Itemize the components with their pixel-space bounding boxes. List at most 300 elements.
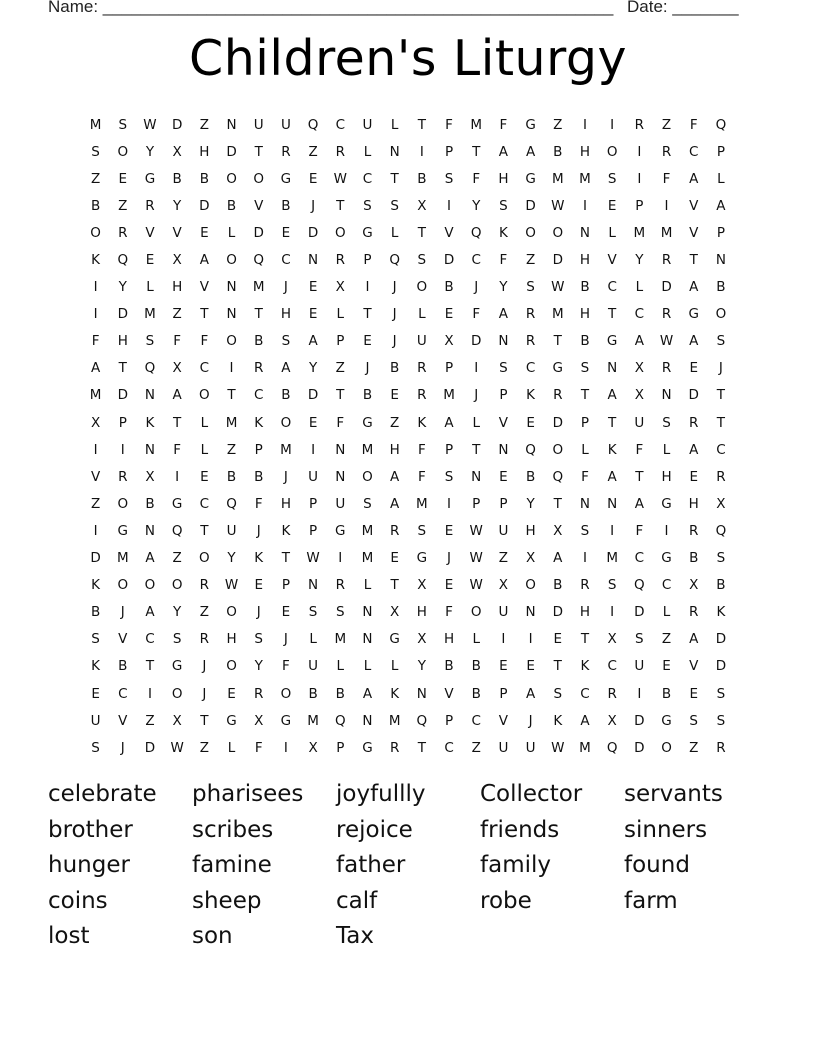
grid-letter[interactable]: H bbox=[525, 522, 536, 539]
grid-letter[interactable]: P bbox=[281, 577, 290, 594]
grid-letter[interactable]: G bbox=[226, 712, 237, 729]
grid-letter[interactable]: X bbox=[172, 712, 182, 729]
grid-letter[interactable]: K bbox=[390, 685, 400, 702]
grid-letter[interactable]: N bbox=[579, 495, 591, 512]
grid-letter[interactable]: L bbox=[608, 224, 616, 241]
grid-letter[interactable]: M bbox=[144, 306, 156, 323]
grid-letter[interactable]: L bbox=[472, 414, 480, 431]
grid-letter[interactable]: F bbox=[689, 116, 698, 133]
grid-letter[interactable]: B bbox=[661, 685, 672, 702]
grid-letter[interactable]: L bbox=[200, 441, 209, 458]
grid-letter[interactable]: N bbox=[607, 495, 618, 512]
grid-letter[interactable]: M bbox=[89, 387, 102, 404]
grid-letter[interactable]: B bbox=[281, 387, 291, 404]
grid-letter[interactable]: R bbox=[335, 143, 345, 160]
grid-letter[interactable]: K bbox=[716, 604, 726, 621]
grid-letter[interactable]: I bbox=[311, 441, 316, 458]
grid-letter[interactable]: A bbox=[525, 143, 536, 160]
grid-letter[interactable]: N bbox=[226, 116, 237, 133]
grid-letter[interactable]: H bbox=[117, 333, 128, 350]
grid-letter[interactable]: G bbox=[171, 495, 183, 512]
grid-letter[interactable]: L bbox=[200, 414, 209, 431]
grid-letter[interactable]: D bbox=[634, 739, 645, 756]
grid-letter[interactable]: C bbox=[199, 495, 210, 512]
grid-letter[interactable]: P bbox=[336, 333, 345, 350]
grid-letter[interactable]: E bbox=[444, 522, 454, 539]
grid-letter[interactable]: I bbox=[93, 522, 98, 539]
grid-letter[interactable]: O bbox=[552, 224, 564, 241]
grid-letter[interactable]: R bbox=[689, 604, 699, 621]
grid-letter[interactable]: B bbox=[118, 658, 128, 675]
grid-letter[interactable]: E bbox=[308, 279, 318, 296]
grid-letter[interactable]: L bbox=[390, 658, 399, 675]
grid-letter[interactable]: S bbox=[417, 252, 427, 269]
grid-letter[interactable]: I bbox=[474, 360, 479, 377]
grid-letter[interactable]: T bbox=[580, 387, 590, 404]
grid-letter[interactable]: G bbox=[280, 170, 292, 187]
grid-letter[interactable]: G bbox=[661, 550, 672, 567]
grid-letter[interactable]: B bbox=[553, 577, 563, 594]
grid-letter[interactable]: T bbox=[254, 306, 263, 323]
grid-letter[interactable]: M bbox=[470, 116, 483, 133]
grid-letter[interactable]: M bbox=[89, 116, 102, 133]
grid-letter[interactable]: R bbox=[580, 577, 590, 594]
grid-letter[interactable]: S bbox=[716, 550, 726, 567]
grid-letter[interactable]: A bbox=[580, 712, 590, 729]
grid-letter[interactable]: M bbox=[443, 387, 455, 404]
grid-letter[interactable]: Y bbox=[308, 360, 318, 377]
grid-letter[interactable]: H bbox=[579, 604, 591, 621]
grid-letter[interactable]: I bbox=[610, 116, 615, 133]
grid-letter[interactable]: E bbox=[200, 468, 209, 485]
grid-letter[interactable]: R bbox=[199, 631, 210, 648]
grid-letter[interactable]: F bbox=[200, 333, 209, 350]
grid-letter[interactable]: H bbox=[688, 495, 699, 512]
grid-letter[interactable]: C bbox=[607, 658, 617, 675]
grid-letter[interactable]: H bbox=[280, 306, 291, 323]
grid-letter[interactable]: X bbox=[335, 279, 345, 296]
grid-letter[interactable]: U bbox=[634, 658, 645, 675]
grid-letter[interactable]: T bbox=[227, 387, 236, 404]
grid-letter[interactable]: E bbox=[553, 631, 563, 648]
grid-letter[interactable]: J bbox=[283, 279, 288, 296]
grid-letter[interactable]: Q bbox=[389, 252, 400, 269]
grid-letter[interactable]: B bbox=[226, 468, 237, 485]
grid-letter[interactable]: U bbox=[226, 522, 237, 539]
grid-letter[interactable]: G bbox=[606, 333, 618, 350]
grid-letter[interactable]: A bbox=[90, 360, 101, 377]
grid-letter[interactable]: O bbox=[661, 739, 672, 756]
grid-letter[interactable]: L bbox=[418, 306, 426, 323]
grid-letter[interactable]: G bbox=[171, 658, 183, 675]
grid-letter[interactable]: A bbox=[498, 143, 509, 160]
grid-letter[interactable]: A bbox=[634, 333, 644, 350]
grid-letter[interactable]: O bbox=[117, 577, 129, 594]
grid-letter[interactable]: S bbox=[254, 631, 263, 648]
grid-letter[interactable]: D bbox=[226, 143, 237, 160]
grid-letter[interactable]: Z bbox=[118, 197, 128, 214]
grid-letter[interactable]: T bbox=[472, 441, 481, 458]
grid-letter[interactable]: F bbox=[417, 441, 426, 458]
grid-letter[interactable]: Z bbox=[172, 306, 182, 323]
grid-letter[interactable]: D bbox=[525, 197, 536, 214]
grid-letter[interactable]: M bbox=[416, 495, 428, 512]
grid-letter[interactable]: T bbox=[553, 333, 562, 350]
grid-letter[interactable]: R bbox=[118, 224, 128, 241]
grid-letter[interactable]: Y bbox=[635, 252, 644, 269]
grid-letter[interactable]: I bbox=[365, 279, 370, 296]
grid-letter[interactable]: F bbox=[445, 116, 453, 133]
grid-letter[interactable]: J bbox=[365, 360, 370, 377]
grid-letter[interactable]: O bbox=[171, 577, 183, 594]
grid-letter[interactable]: E bbox=[91, 685, 100, 702]
grid-letter[interactable]: X bbox=[607, 712, 617, 729]
grid-letter[interactable]: Q bbox=[144, 360, 156, 377]
grid-letter[interactable]: Z bbox=[471, 739, 481, 756]
grid-letter[interactable]: V bbox=[607, 252, 617, 269]
grid-letter[interactable]: B bbox=[444, 658, 454, 675]
grid-letter[interactable]: E bbox=[281, 224, 291, 241]
grid-letter[interactable]: M bbox=[252, 279, 265, 296]
grid-letter[interactable]: Z bbox=[90, 170, 101, 187]
grid-letter[interactable]: Q bbox=[307, 116, 319, 133]
grid-letter[interactable]: J bbox=[202, 685, 207, 702]
grid-letter[interactable]: X bbox=[634, 360, 644, 377]
grid-letter[interactable]: O bbox=[144, 577, 156, 594]
grid-letter[interactable]: R bbox=[661, 252, 672, 269]
grid-letter[interactable]: H bbox=[579, 306, 591, 323]
grid-letter[interactable]: F bbox=[635, 441, 644, 458]
grid-letter[interactable]: R bbox=[716, 739, 726, 756]
grid-letter[interactable]: Z bbox=[199, 116, 209, 133]
grid-letter[interactable]: P bbox=[580, 414, 590, 431]
grid-letter[interactable]: Q bbox=[715, 116, 727, 133]
grid-letter[interactable]: T bbox=[363, 306, 372, 323]
grid-letter[interactable]: R bbox=[661, 143, 672, 160]
grid-letter[interactable]: Y bbox=[227, 550, 236, 567]
grid-letter[interactable]: F bbox=[499, 116, 508, 133]
grid-letter[interactable]: I bbox=[637, 685, 642, 702]
grid-letter[interactable]: N bbox=[389, 143, 400, 160]
grid-letter[interactable]: R bbox=[689, 522, 699, 539]
grid-letter[interactable]: L bbox=[309, 631, 317, 648]
grid-letter[interactable]: S bbox=[635, 631, 644, 648]
grid-letter[interactable]: D bbox=[552, 252, 563, 269]
grid-letter[interactable]: T bbox=[472, 143, 481, 160]
grid-letter[interactable]: X bbox=[254, 712, 264, 729]
grid-letter[interactable]: I bbox=[637, 170, 642, 187]
grid-letter[interactable]: S bbox=[553, 685, 563, 702]
grid-letter[interactable]: E bbox=[281, 604, 291, 621]
grid-letter[interactable]: O bbox=[199, 550, 210, 567]
grid-letter[interactable]: T bbox=[635, 468, 644, 485]
grid-letter[interactable]: X bbox=[172, 252, 182, 269]
grid-letter[interactable]: G bbox=[362, 739, 373, 756]
grid-letter[interactable]: H bbox=[579, 143, 591, 160]
grid-letter[interactable]: X bbox=[634, 387, 644, 404]
grid-letter[interactable]: I bbox=[338, 550, 343, 567]
grid-letter[interactable]: T bbox=[417, 739, 426, 756]
grid-letter[interactable]: R bbox=[689, 414, 699, 431]
name-field[interactable]: Name: ______________________________________________________ bbox=[48, 0, 614, 16]
grid-letter[interactable]: M bbox=[551, 170, 564, 187]
grid-letter[interactable]: W bbox=[469, 550, 483, 567]
grid-letter[interactable]: S bbox=[390, 197, 399, 214]
grid-letter[interactable]: M bbox=[388, 712, 401, 729]
grid-letter[interactable]: K bbox=[91, 577, 101, 594]
grid-letter[interactable]: A bbox=[444, 414, 454, 431]
grid-letter[interactable]: A bbox=[390, 495, 400, 512]
grid-letter[interactable]: O bbox=[525, 224, 536, 241]
grid-letter[interactable]: P bbox=[472, 495, 481, 512]
grid-letter[interactable]: I bbox=[447, 495, 452, 512]
grid-letter[interactable]: B bbox=[308, 685, 318, 702]
grid-letter[interactable]: Y bbox=[173, 197, 182, 214]
grid-letter[interactable]: C bbox=[145, 631, 155, 648]
grid-letter[interactable]: N bbox=[607, 360, 618, 377]
grid-letter[interactable]: G bbox=[280, 712, 292, 729]
grid-letter[interactable]: J bbox=[120, 739, 125, 756]
grid-letter[interactable]: X bbox=[417, 197, 427, 214]
grid-letter[interactable]: K bbox=[607, 441, 617, 458]
grid-letter[interactable]: X bbox=[172, 143, 182, 160]
grid-letter[interactable]: T bbox=[200, 522, 209, 539]
grid-letter[interactable]: C bbox=[362, 170, 373, 187]
grid-letter[interactable]: L bbox=[227, 224, 236, 241]
grid-letter[interactable]: B bbox=[362, 387, 373, 404]
grid-letter[interactable]: D bbox=[715, 631, 727, 648]
grid-letter[interactable]: S bbox=[308, 604, 318, 621]
grid-letter[interactable]: W bbox=[659, 333, 674, 350]
grid-letter[interactable]: U bbox=[525, 739, 536, 756]
grid-letter[interactable]: A bbox=[390, 468, 400, 485]
grid-letter[interactable]: S bbox=[689, 712, 698, 729]
grid-letter[interactable]: B bbox=[716, 577, 726, 594]
grid-letter[interactable]: X bbox=[716, 495, 726, 512]
grid-letter[interactable]: N bbox=[362, 712, 373, 729]
grid-letter[interactable]: D bbox=[307, 224, 319, 241]
grid-letter[interactable]: U bbox=[634, 414, 645, 431]
grid-letter[interactable]: B bbox=[254, 468, 264, 485]
grid-letter[interactable]: W bbox=[551, 279, 565, 296]
grid-letter[interactable]: E bbox=[390, 387, 399, 404]
grid-letter[interactable]: F bbox=[282, 658, 290, 675]
grid-letter[interactable]: E bbox=[118, 170, 128, 187]
grid-letter[interactable]: T bbox=[390, 577, 399, 594]
grid-letter[interactable]: L bbox=[472, 631, 480, 648]
grid-letter[interactable]: V bbox=[689, 197, 699, 214]
grid-letter[interactable]: T bbox=[608, 306, 617, 323]
grid-letter[interactable]: H bbox=[416, 604, 427, 621]
grid-letter[interactable]: V bbox=[444, 224, 454, 241]
grid-letter[interactable]: S bbox=[363, 197, 372, 214]
grid-letter[interactable]: R bbox=[389, 739, 400, 756]
grid-letter[interactable]: U bbox=[498, 739, 509, 756]
grid-letter[interactable]: J bbox=[474, 279, 479, 296]
grid-letter[interactable]: O bbox=[362, 468, 373, 485]
grid-letter[interactable]: A bbox=[716, 197, 726, 214]
grid-letter[interactable]: Q bbox=[606, 739, 618, 756]
grid-letter[interactable]: C bbox=[689, 143, 699, 160]
grid-letter[interactable]: I bbox=[93, 441, 98, 458]
grid-letter[interactable]: D bbox=[552, 414, 563, 431]
grid-letter[interactable]: Y bbox=[526, 495, 535, 512]
grid-letter[interactable]: R bbox=[145, 197, 155, 214]
grid-letter[interactable]: R bbox=[525, 306, 536, 323]
grid-letter[interactable]: O bbox=[117, 495, 129, 512]
grid-letter[interactable]: S bbox=[716, 712, 726, 729]
grid-letter[interactable]: P bbox=[499, 685, 508, 702]
grid-letter[interactable]: O bbox=[552, 441, 564, 458]
grid-letter[interactable]: T bbox=[173, 414, 182, 431]
grid-letter[interactable]: T bbox=[254, 143, 263, 160]
grid-letter[interactable]: J bbox=[256, 522, 261, 539]
grid-letter[interactable]: W bbox=[143, 116, 157, 133]
grid-letter[interactable]: I bbox=[582, 550, 587, 567]
grid-letter[interactable]: M bbox=[660, 224, 673, 241]
grid-letter[interactable]: A bbox=[689, 333, 699, 350]
grid-letter[interactable]: E bbox=[499, 658, 508, 675]
grid-letter[interactable]: X bbox=[689, 577, 699, 594]
grid-letter[interactable]: Y bbox=[145, 143, 155, 160]
grid-letter[interactable]: W bbox=[170, 739, 184, 756]
grid-letter[interactable]: I bbox=[283, 739, 288, 756]
grid-letter[interactable]: D bbox=[144, 739, 156, 756]
grid-letter[interactable]: N bbox=[498, 333, 509, 350]
grid-letter[interactable]: Z bbox=[390, 414, 400, 431]
grid-letter[interactable]: W bbox=[469, 577, 483, 594]
grid-letter[interactable]: F bbox=[173, 333, 182, 350]
grid-letter[interactable]: I bbox=[229, 360, 234, 377]
grid-letter[interactable]: A bbox=[689, 279, 699, 296]
grid-letter[interactable]: S bbox=[499, 197, 508, 214]
grid-letter[interactable]: R bbox=[118, 468, 128, 485]
grid-letter[interactable]: K bbox=[580, 658, 590, 675]
grid-letter[interactable]: B bbox=[689, 550, 699, 567]
grid-letter[interactable]: P bbox=[118, 414, 127, 431]
grid-letter[interactable]: R bbox=[389, 522, 400, 539]
grid-letter[interactable]: O bbox=[226, 170, 237, 187]
grid-letter[interactable]: B bbox=[580, 333, 590, 350]
grid-letter[interactable]: S bbox=[118, 116, 128, 133]
grid-letter[interactable]: S bbox=[526, 279, 535, 296]
grid-letter[interactable]: E bbox=[308, 306, 318, 323]
grid-letter[interactable]: A bbox=[145, 604, 155, 621]
grid-letter[interactable]: B bbox=[199, 170, 209, 187]
grid-letter[interactable]: N bbox=[661, 387, 672, 404]
grid-letter[interactable]: U bbox=[308, 468, 319, 485]
grid-letter[interactable]: A bbox=[308, 333, 318, 350]
grid-letter[interactable]: F bbox=[91, 333, 100, 350]
grid-letter[interactable]: M bbox=[334, 631, 347, 648]
grid-letter[interactable]: A bbox=[689, 170, 699, 187]
grid-letter[interactable]: J bbox=[528, 712, 533, 729]
grid-letter[interactable]: I bbox=[528, 631, 533, 648]
grid-letter[interactable]: K bbox=[417, 414, 427, 431]
grid-letter[interactable]: P bbox=[444, 712, 454, 729]
grid-letter[interactable]: D bbox=[199, 197, 210, 214]
grid-letter[interactable]: X bbox=[308, 739, 318, 756]
grid-letter[interactable]: R bbox=[553, 387, 563, 404]
grid-letter[interactable]: F bbox=[581, 468, 589, 485]
grid-letter[interactable]: D bbox=[661, 279, 672, 296]
grid-letter[interactable]: U bbox=[308, 658, 319, 675]
grid-letter[interactable]: Z bbox=[553, 116, 563, 133]
grid-letter[interactable]: J bbox=[202, 658, 207, 675]
grid-letter[interactable]: H bbox=[199, 143, 210, 160]
grid-letter[interactable]: Q bbox=[552, 468, 564, 485]
grid-letter[interactable]: J bbox=[256, 604, 261, 621]
grid-letter[interactable]: U bbox=[90, 712, 101, 729]
grid-letter[interactable]: O bbox=[715, 306, 727, 323]
grid-letter[interactable]: O bbox=[416, 279, 428, 296]
grid-letter[interactable]: L bbox=[635, 279, 644, 296]
grid-letter[interactable]: C bbox=[444, 739, 454, 756]
grid-letter[interactable]: Q bbox=[334, 712, 346, 729]
grid-letter[interactable]: H bbox=[226, 631, 237, 648]
grid-letter[interactable]: S bbox=[145, 333, 155, 350]
grid-letter[interactable]: F bbox=[254, 495, 263, 512]
grid-letter[interactable]: U bbox=[416, 333, 427, 350]
grid-letter[interactable]: X bbox=[90, 414, 101, 431]
grid-letter[interactable]: N bbox=[144, 441, 156, 458]
grid-letter[interactable]: A bbox=[634, 495, 644, 512]
grid-letter[interactable]: J bbox=[392, 333, 397, 350]
grid-letter[interactable]: C bbox=[118, 685, 128, 702]
grid-letter[interactable]: J bbox=[474, 387, 479, 404]
grid-letter[interactable]: M bbox=[579, 170, 591, 187]
grid-letter[interactable]: T bbox=[553, 658, 562, 675]
grid-letter[interactable]: A bbox=[607, 387, 617, 404]
grid-letter[interactable]: Y bbox=[472, 197, 481, 214]
grid-letter[interactable]: D bbox=[688, 387, 699, 404]
grid-letter[interactable]: T bbox=[118, 360, 127, 377]
grid-letter[interactable]: F bbox=[662, 170, 671, 187]
grid-letter[interactable]: Z bbox=[661, 116, 672, 133]
grid-letter[interactable]: R bbox=[335, 252, 345, 269]
grid-letter[interactable]: V bbox=[498, 414, 509, 431]
grid-letter[interactable]: J bbox=[120, 604, 125, 621]
grid-letter[interactable]: C bbox=[471, 252, 481, 269]
grid-letter[interactable]: B bbox=[390, 360, 400, 377]
grid-letter[interactable]: S bbox=[444, 468, 454, 485]
grid-letter[interactable]: O bbox=[199, 387, 210, 404]
grid-letter[interactable]: V bbox=[689, 224, 699, 241]
grid-letter[interactable]: S bbox=[499, 360, 508, 377]
grid-letter[interactable]: E bbox=[254, 577, 263, 594]
grid-letter[interactable]: S bbox=[335, 604, 345, 621]
grid-letter[interactable]: S bbox=[91, 631, 100, 648]
grid-letter[interactable]: U bbox=[280, 116, 291, 133]
grid-letter[interactable]: T bbox=[200, 712, 209, 729]
grid-letter[interactable]: M bbox=[633, 224, 646, 241]
grid-letter[interactable]: X bbox=[145, 468, 155, 485]
grid-letter[interactable]: A bbox=[689, 441, 699, 458]
grid-letter[interactable]: N bbox=[308, 577, 319, 594]
grid-letter[interactable]: K bbox=[281, 522, 291, 539]
grid-letter[interactable]: B bbox=[90, 604, 101, 621]
grid-letter[interactable]: A bbox=[689, 631, 699, 648]
grid-letter[interactable]: U bbox=[253, 116, 264, 133]
grid-letter[interactable]: D bbox=[634, 604, 645, 621]
grid-letter[interactable]: P bbox=[635, 197, 644, 214]
grid-letter[interactable]: X bbox=[607, 631, 617, 648]
grid-letter[interactable]: E bbox=[526, 414, 535, 431]
grid-letter[interactable]: U bbox=[498, 522, 509, 539]
grid-letter[interactable]: A bbox=[525, 685, 536, 702]
grid-letter[interactable]: B bbox=[444, 279, 454, 296]
grid-letter[interactable]: S bbox=[716, 685, 726, 702]
